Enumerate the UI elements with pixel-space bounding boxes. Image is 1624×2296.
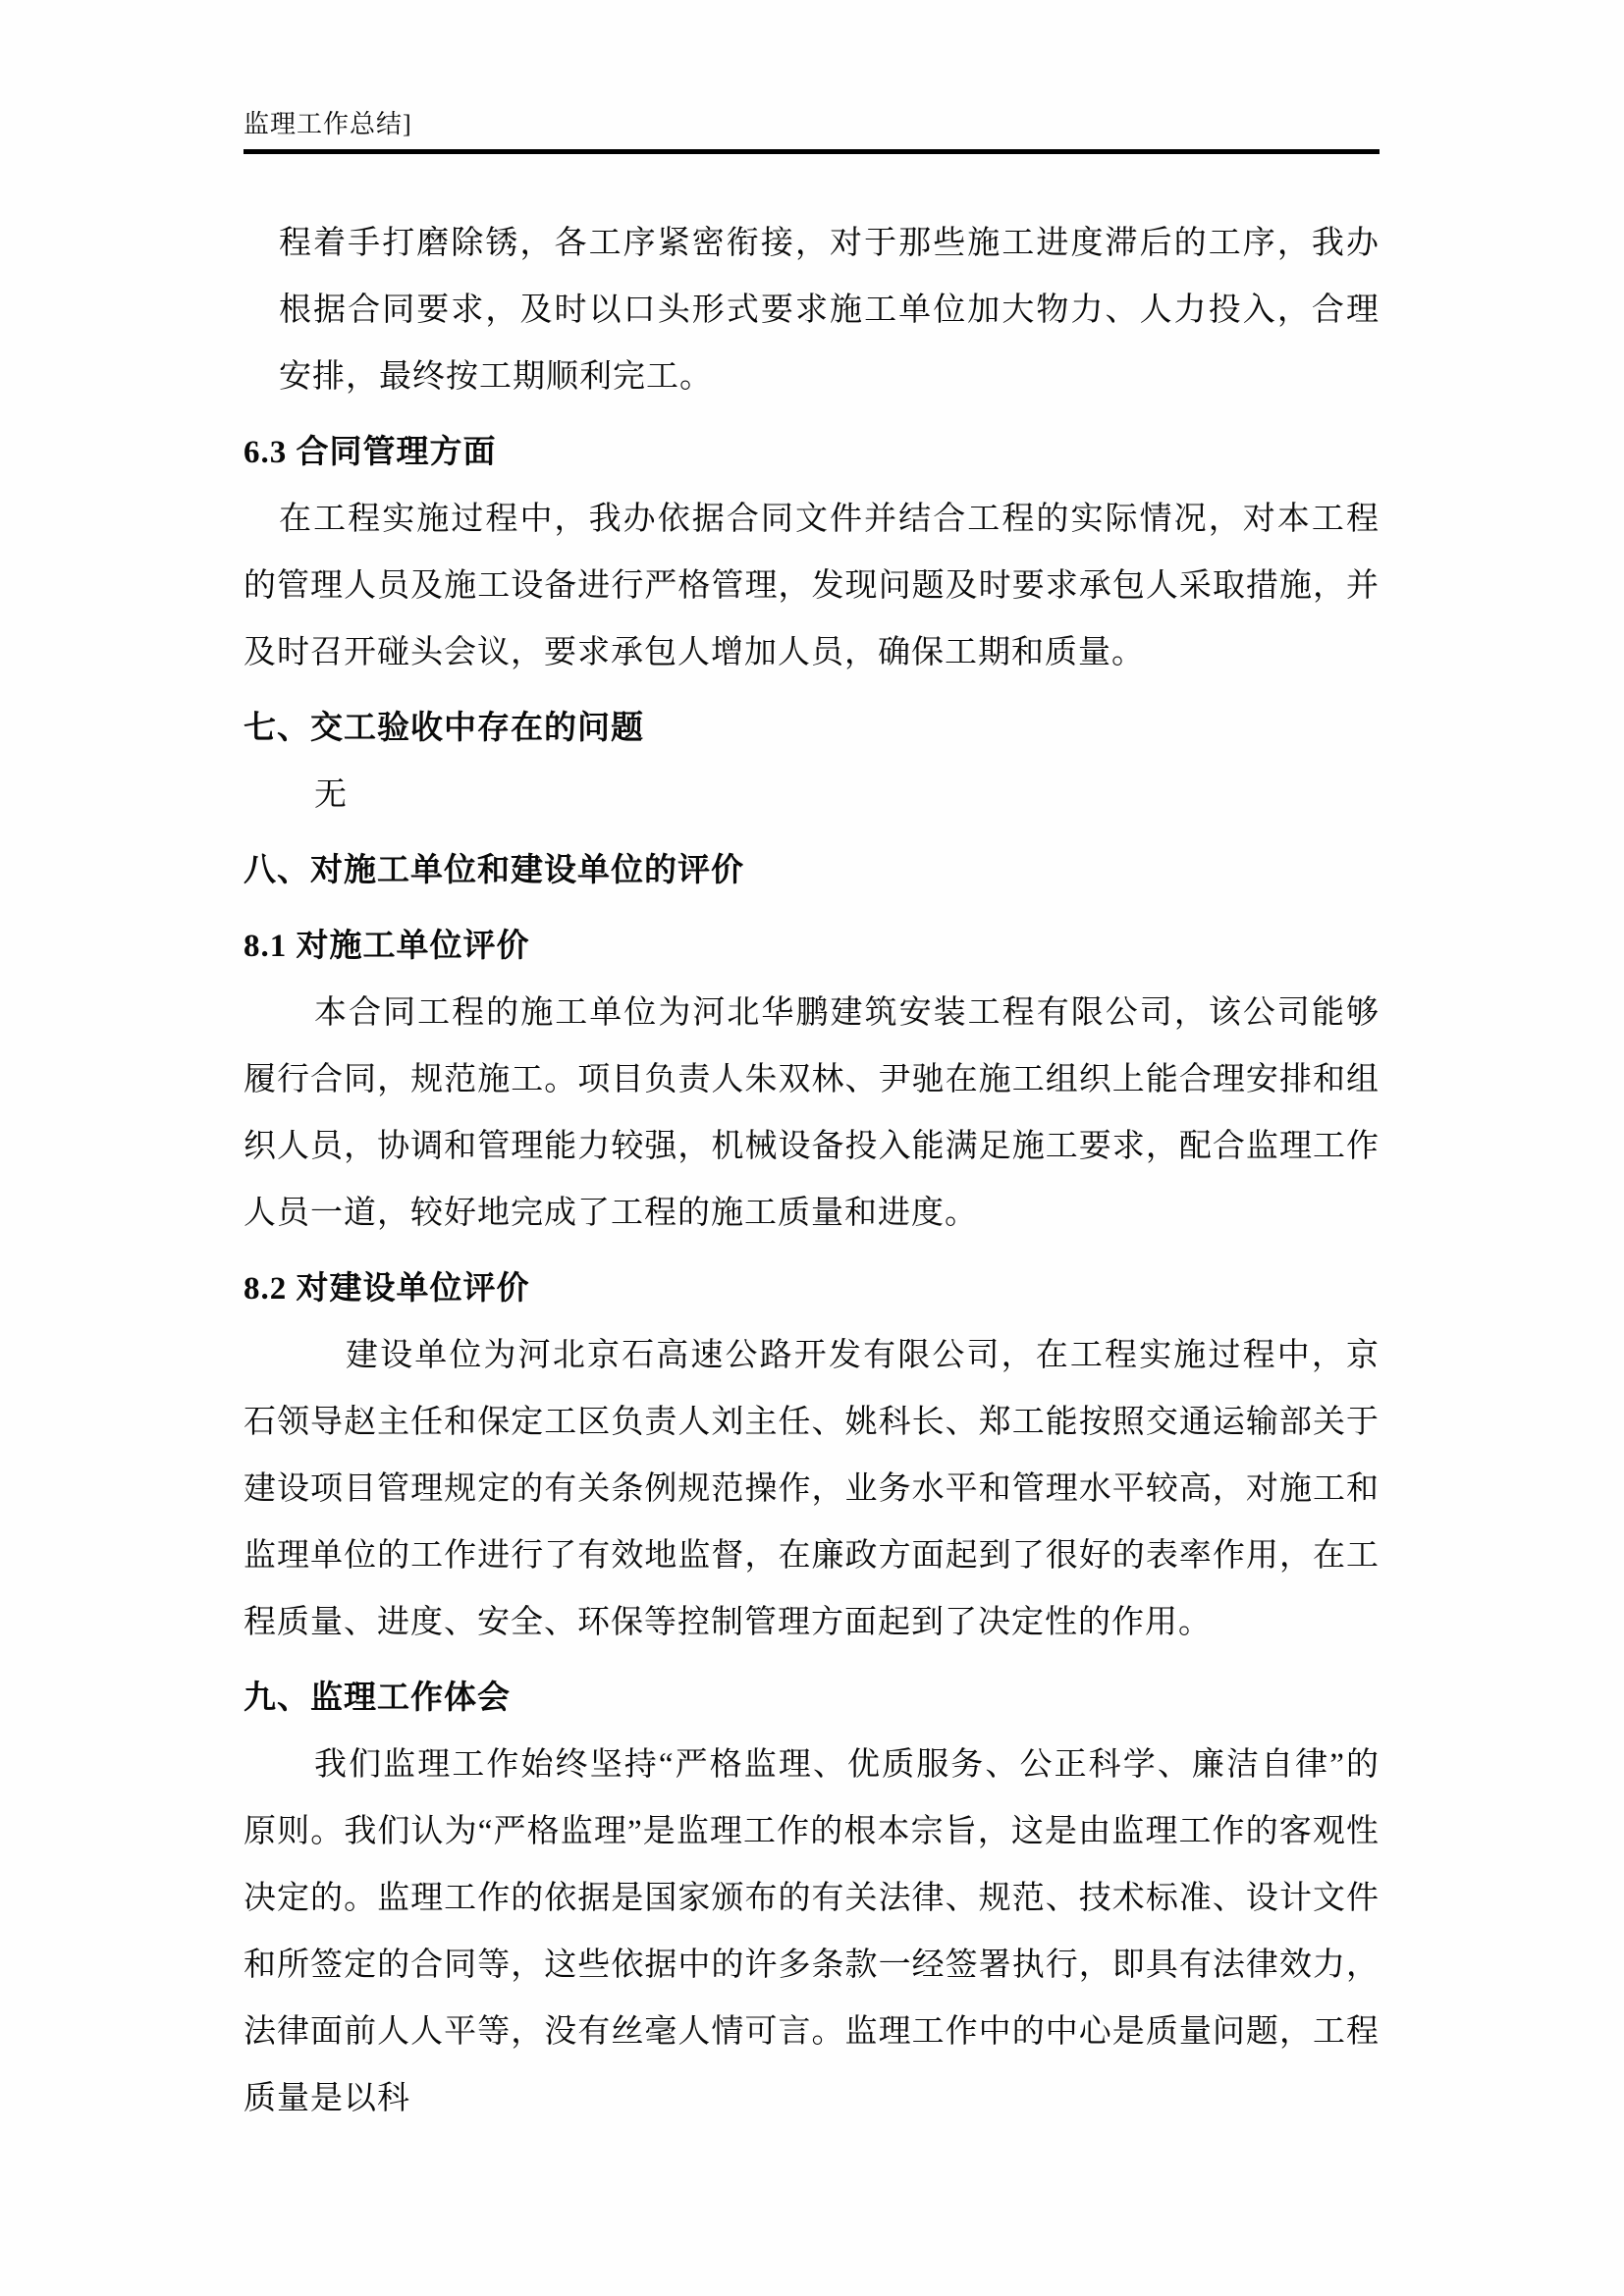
- heading-8-2: 8.2 对建设单位评价: [244, 1271, 530, 1307]
- header-rule: [244, 149, 1380, 154]
- paragraph-carryover: 程着手打磨除锈，各工序紧密衔接，对于那些施工进度滞后的工序，我办根据合同要求，及时以口头形式要求施工单位加大物力、人力投入，合理安排，最终按工期顺利完工。: [279, 226, 1380, 395]
- heading-7: 七、交工验收中存在的问题: [244, 711, 644, 746]
- heading-9: 九、监理工作体会: [244, 1681, 511, 1716]
- paragraph-8-2: 建设单位为河北京石高速公路开发有限公司，在工程实施过程中，京石领导赵主任和保定工区负责人刘主任、姚科长、郑工能按照交通运输部关于建设项目管理规定的有关条例规范操作，业务水平和管理水平较高，对施工和监理单位的工作进行了有效地监督，在廉政方面起到了很好的表率作用，在工程质量、进度、安全、环保等控制管理方面起到了决定性的作用。: [244, 1338, 1380, 1640]
- header-title: 监理工作总结]: [244, 110, 412, 138]
- heading-6-3: 6.3 合同管理方面: [244, 435, 497, 470]
- document-body: [244, 210, 1380, 2132]
- heading-8-1: 8.1 对施工单位评价: [244, 929, 530, 964]
- paragraph-9: 我们监理工作始终坚持“严格监理、优质服务、公正科学、廉洁自律”的原则。我们认为“严格监理”是监理工作的根本宗旨，这是由监理工作的客观性决定的。监理工作的依据是国家颁布的有关法律、规范、技术标准、设计文件和所签定的合同等，这些依据中的许多条款一经签署执行，即具有法律效力，法律面前人人平等，没有丝毫人情可言。监理工作中的中心是质量问题，工程质量是以科: [244, 1747, 1380, 2116]
- paragraph-7-none: 无: [314, 777, 348, 813]
- paragraph-6-3: 在工程实施过程中，我办依据合同文件并结合工程的实际情况，对本工程的管理人员及施工设备进行严格管理，发现问题及时要求承包人采取措施，并及时召开碰头会议，要求承包人增加人员，确保工期和质量。: [244, 502, 1380, 670]
- paragraph-8-1: 本合同工程的施工单位为河北华鹏建筑安装工程有限公司，该公司能够履行合同，规范施工。项目负责人朱双林、尹驰在施工组织上能合理安排和组织人员，协调和管理能力较强，机械设备投入能满足施工要求，配合监理工作人员一道，较好地完成了工程的施工质量和进度。: [244, 995, 1380, 1231]
- page-header: [244, 106, 1380, 143]
- heading-8: 八、对施工单位和建设单位的评价: [244, 853, 744, 888]
